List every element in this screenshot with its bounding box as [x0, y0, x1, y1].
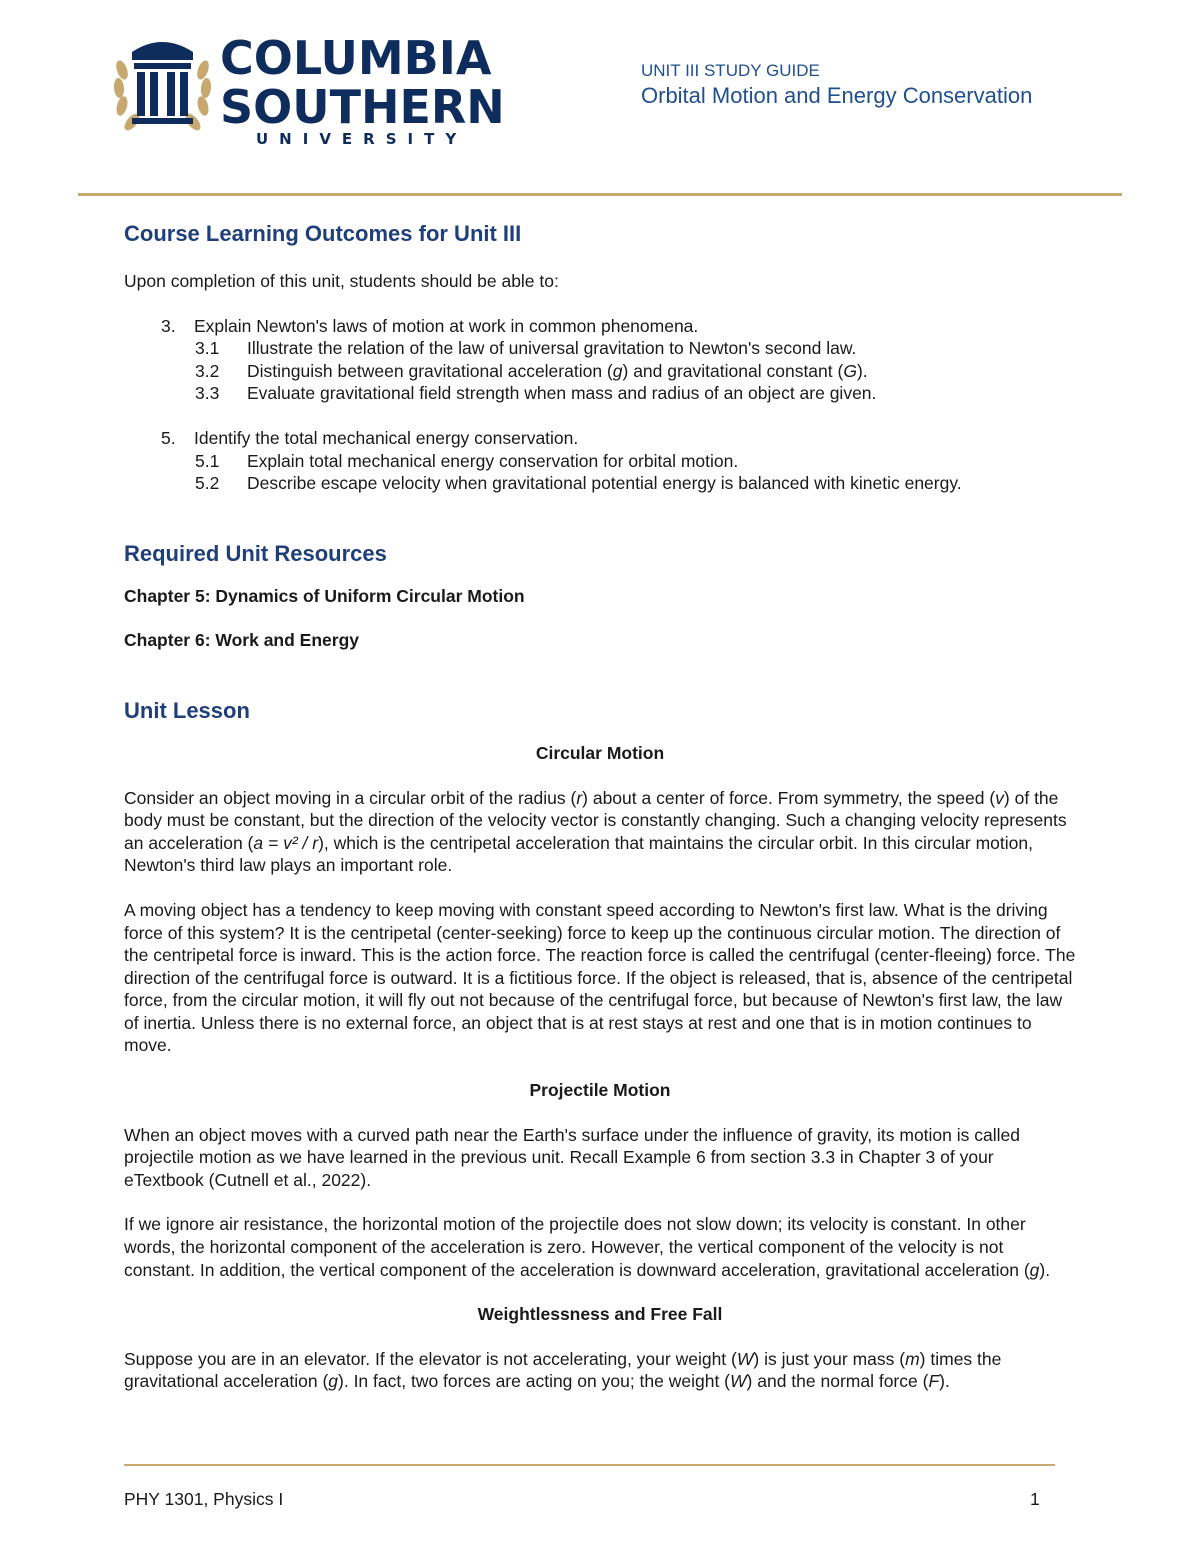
- outcome-item: [124, 315, 1076, 338]
- footer-divider: [124, 1464, 1055, 1466]
- outcome-text: Explain total mechanical energy conservation for orbital motion.: [247, 450, 739, 471]
- outcome-text: Distinguish between gravitational acceleration (g) and gravitational constant (G).: [247, 360, 868, 381]
- columns-laurel-icon: [110, 30, 215, 150]
- outcome-subitem: [124, 472, 1076, 495]
- logo-word-university: UNIVERSITY: [256, 130, 468, 148]
- unit-kicker: UNIT III STUDY GUIDE: [641, 61, 820, 80]
- footer-course: PHY 1301, Physics I: [124, 1489, 284, 1509]
- logo-word-columbia: COLUMBIA: [220, 31, 492, 85]
- unit-title: Orbital Motion and Energy Conservation: [641, 83, 1033, 108]
- resource-chapter-6: Chapter 6: Work and Energy: [124, 630, 360, 651]
- outcome-subitem: [124, 382, 1076, 405]
- outcome-number: 5.: [161, 427, 176, 448]
- outcome-text: Illustrate the relation of the law of universal gravitation to Newton's second law.: [247, 338, 857, 359]
- header-divider: [78, 193, 1122, 196]
- projectile-motion-paragraph-2: If we ignore air resistance, the horizontal motion of the projectile does not slow down; its velocity is constant. In other words, the horizontal component of the acceleration is zero. However, the vertical component of the velocity is not constant. In addition, the vertical component of the acceleration is downward acceleration, gravitational acceleration (g).: [124, 1214, 1051, 1280]
- footer-page-number: 1: [1030, 1489, 1040, 1509]
- resources-heading: Required Unit Resources: [124, 540, 387, 566]
- outcome-number: 3.1: [195, 338, 220, 359]
- logo-word-southern: SOUTHERN: [220, 80, 505, 134]
- outcome-text: Explain Newton's laws of motion at work in common phenomena.: [194, 315, 699, 336]
- section-title-circular-motion: Circular Motion: [535, 742, 665, 763]
- section-title-projectile-motion: Projectile Motion: [529, 1080, 671, 1101]
- outcome-number: 5.1: [195, 450, 220, 471]
- study-guide-header: [641, 60, 1032, 110]
- outcome-text: Describe escape velocity when gravitational potential energy is balanced with kinetic energy.: [247, 473, 962, 494]
- outcomes-intro: Upon completion of this unit, students should be able to:: [124, 271, 559, 291]
- outcome-item: [124, 427, 1076, 450]
- outcome-number: 3.3: [195, 383, 220, 404]
- circular-motion-paragraph-2: A moving object has a tendency to keep moving with constant speed according to Newton's first law. What is the driving force of this system? It is the centripetal (center-seeking) force to keep up the continuous circular motion. The direction of the centripetal force is inward. This is the action force. The reaction force is called the centrifugal (center-fleeing) force. The direction of the centrifugal force is outward. It is a fictitious force. If the object is released, that is, absence of the centripetal force, from the circular motion, it will fly out not because of the centrifugal force, but because of Newton's first law, the law of inertia. Unless there is no external force, an object that is at rest stays at rest and one that is in motion continues to move.: [124, 899, 1076, 1056]
- outcome-number: 5.2: [195, 473, 220, 494]
- document-body: [124, 220, 1076, 1393]
- weightlessness-paragraph-1: Suppose you are in an elevator. If the elevator is not accelerating, your weight (W) is just your mass (m) times the gravitational acceleration (g). In fact, two forces are acting on you; the weight (W) and the normal force (F).: [124, 1348, 1002, 1392]
- circular-motion-paragraph-1: Consider an object moving in a circular orbit of the radius (r) about a center of force. From symmetry, the speed (v) of the body must be constant, but the direction of the velocity vector is constantly changing. Such a changing velocity represents an acceleration (a = v² / r), which is the centripetal acceleration that maintains the circular orbit. In this circular motion, Newton's third law plays an important role.: [124, 787, 1067, 876]
- projectile-motion-paragraph-1: When an object moves with a curved path near the Earth's surface under the influence of gravity, its motion is called projectile motion as we have learned in the previous unit. Recall Example 6 from section 3.3 in Chapter 3 of your eTextbook (Cutnell et al., 2022).: [124, 1124, 1020, 1190]
- lesson-heading: Unit Lesson: [124, 697, 250, 723]
- resource-chapter-5: Chapter 5: Dynamics of Uniform Circular Motion: [124, 585, 525, 606]
- outcome-subitem: [124, 337, 1076, 360]
- outcome-number: 3.2: [195, 360, 220, 381]
- outcome-text: Identify the total mechanical energy conservation.: [194, 427, 579, 448]
- outcome-subitem: [124, 450, 1076, 473]
- outcome-number: 3.: [161, 315, 176, 336]
- section-title-weightlessness: Weightlessness and Free Fall: [477, 1304, 723, 1325]
- outcome-subitem: [124, 360, 1076, 383]
- university-logo: [110, 30, 505, 150]
- outcome-text: Evaluate gravitational field strength when mass and radius of an object are given.: [247, 383, 877, 404]
- outcomes-heading: Course Learning Outcomes for Unit III: [124, 221, 522, 246]
